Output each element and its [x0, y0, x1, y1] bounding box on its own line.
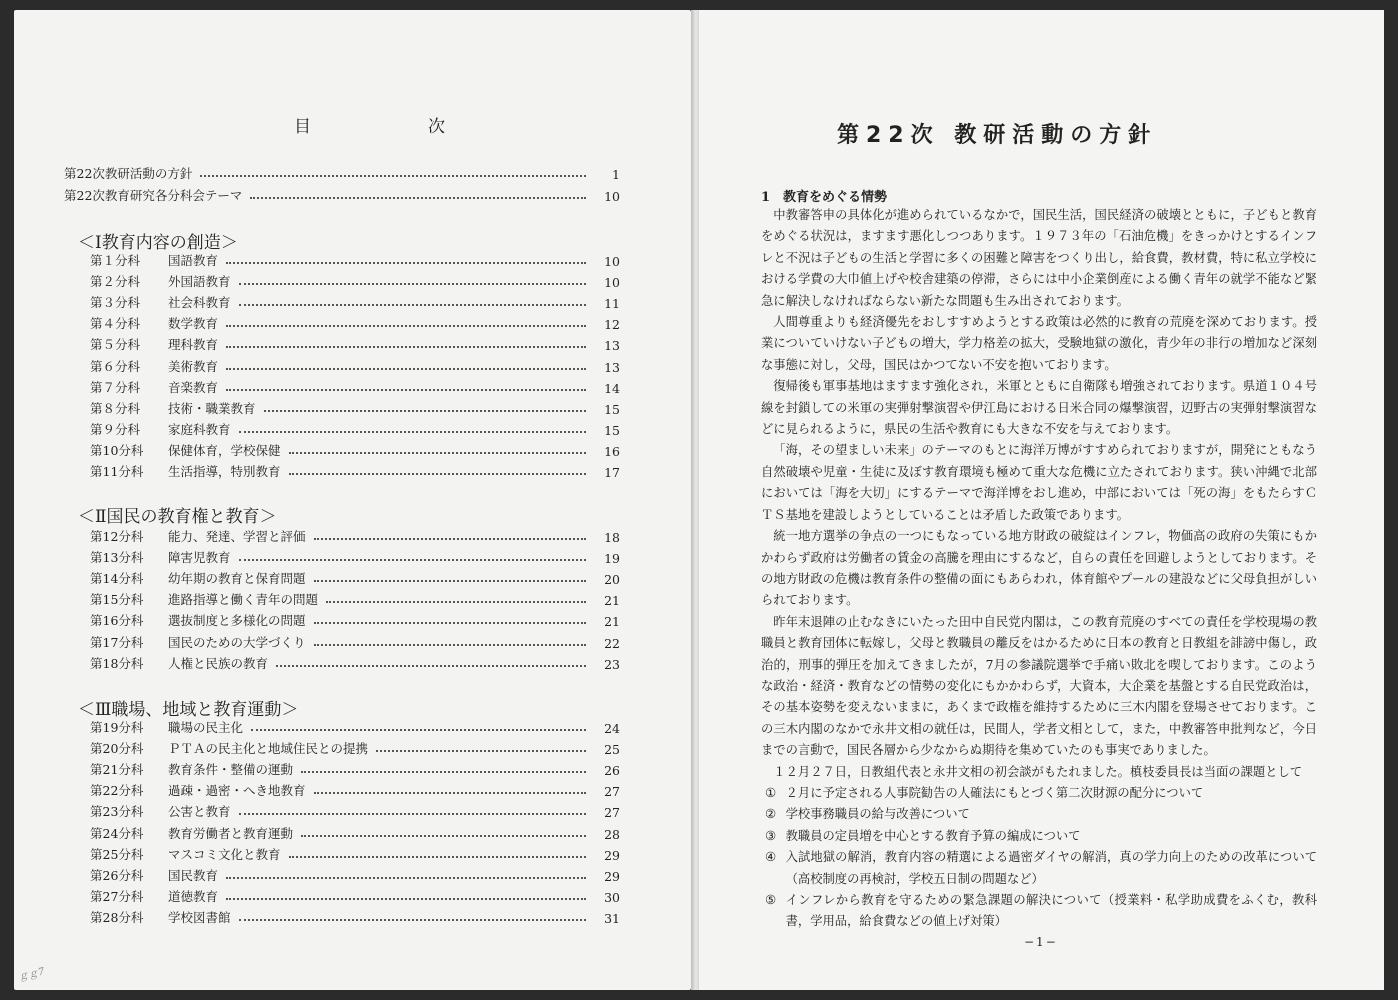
toc-entry-page: 14 [604, 380, 620, 396]
toc-entry-title: 国民のための大学づくり [168, 634, 306, 650]
toc-entry-title: 保健体育，学校保健 [168, 442, 281, 458]
toc-leader-dots [226, 898, 586, 900]
toc-leader-dots [239, 283, 586, 285]
toc-entry [90, 249, 620, 269]
toc-leader-dots [226, 346, 586, 348]
toc-leader-dots [314, 622, 586, 624]
toc-section-heading: ＜Ⅲ職場、地域と教育運動＞ [78, 700, 299, 720]
toc-entry-title: 学校図書館 [168, 909, 231, 925]
toc-entry [90, 525, 620, 545]
toc-entry-page: 24 [604, 721, 620, 736]
toc-entry [64, 162, 620, 182]
toc-leader-dots [376, 750, 586, 752]
toc-entry-number: 第19分科 [90, 720, 144, 735]
pencil-note: ｇｇ7 [17, 966, 46, 983]
toc-entry-title: 障害児教育 [168, 550, 231, 566]
toc-entry-page: 26 [604, 763, 620, 779]
toc-entry-title: 幼年期の教育と保育問題 [168, 571, 306, 587]
toc-leader-dots [226, 368, 586, 370]
toc-leader-dots [239, 431, 586, 433]
toc-entry [90, 439, 620, 459]
body-paragraph: 中教審答申の具体化が進められているなかで，国民生活，国民経済の破壊とともに，子どもと教育をめぐる状況は，ますます悪化しつつあります。１９７３年の「石油危機」をきっかけとするインフレと不況は子どもの生活と学習に多くの困難と障害をつくり出し，給食費，教材費，特に私立学校における学費の大巾値上げや校舎建築の停滞，さらには中小企業倒産による働く青年の就学不能など緊急に解決しなければならない新たな問題も生み出されております。 [761, 208, 1317, 308]
toc-entry-page: 10 [604, 254, 620, 269]
toc-leader-dots [239, 813, 586, 815]
toc-entry-number: 第９分科 [90, 421, 141, 437]
toc-entry-page: 21 [604, 614, 620, 630]
toc-entry-number: 第23分科 [90, 804, 144, 820]
agenda-item-marker: ② [765, 807, 777, 822]
toc-entry [90, 631, 620, 651]
toc-entry-number: 第６分科 [90, 358, 141, 374]
toc-section-heading: ＜Ⅱ国民の教育権と教育＞ [78, 507, 277, 527]
body-paragraph: 昨年末退陣の止むなきにいたった田中自民党内閣は，この教育荒廃のすべての責任を学校現場の教職員と教育団体に転嫁し，父母と教職員の離反をはかるために日本の教育と日教組を誹謗中傷し，政治的，刑事的弾圧を加えてきましたが，7月の参議院選挙で手痛い敗北を喫しております。このような政治・経済・教育などの情勢の変化にもかかわらず，大資本，大企業を基盤とする自民党政治は，その基本姿勢を変えないままに，あくまで政権を維持するために三木内閣を登場させております。この三木内閣のなかで永井文相の就任は，民間人，学者文相として，また，中教審答申批判など，今日までの言動で，国民各層から少なからぬ期待を集めていたのも事実でありました。 [761, 614, 1317, 758]
right-page-article [699, 10, 1384, 990]
toc-entry-title: マスコミ文化と教育 [168, 846, 281, 862]
agenda-item-text: 教職員の定員増を中心とする教育予算の編成について [785, 828, 1081, 843]
toc-entry [90, 546, 620, 566]
toc-entry [90, 737, 620, 757]
toc-entry [90, 822, 620, 842]
toc-entry [90, 758, 620, 778]
toc-entry-page: 16 [604, 443, 620, 459]
agenda-item-marker: ③ [765, 828, 777, 843]
toc-entry-page: 19 [604, 551, 620, 567]
toc-leader-dots [226, 262, 586, 264]
toc-section-heading: ＜Ⅰ教育内容の創造＞ [78, 233, 238, 253]
toc-entry-page: 13 [604, 338, 620, 354]
toc-leader-dots [314, 580, 586, 582]
toc-entry-page: 27 [604, 805, 620, 821]
toc-entry-title: 国民教育 [168, 867, 219, 883]
toc-entry [90, 397, 620, 417]
toc-entry [90, 652, 620, 672]
toc-leader-dots [264, 410, 586, 412]
toc-leader-dots [314, 644, 586, 646]
toc-entry-title: 理科教育 [168, 337, 219, 353]
toc-entry-title: 国語教育 [168, 253, 219, 268]
toc-leader-dots [301, 835, 586, 837]
article-body [761, 205, 1317, 933]
toc-entry-page: 10 [604, 189, 620, 204]
toc-entry-title: 第22次教研活動の方針 [64, 166, 193, 181]
toc-entry-number: 第26分科 [90, 867, 144, 883]
toc-entry-number: 第17分科 [90, 634, 144, 650]
left-page-toc [14, 10, 691, 990]
toc-leader-dots [226, 389, 586, 391]
toc-entry-title: 数学教育 [168, 316, 219, 332]
toc-entry-number: 第３分科 [90, 295, 141, 311]
toc-leader-dots [226, 325, 586, 327]
toc-entry-title: 人権と民族の教育 [168, 655, 269, 671]
toc-entry-page: 10 [604, 275, 620, 291]
toc-entry [90, 291, 620, 311]
toc-entry-title: 公害と教育 [168, 804, 231, 820]
toc-leader-dots [289, 452, 586, 454]
toc-entry [90, 270, 620, 290]
agenda-item-text: インフレから教育を守るための緊急課題の解決について（授業料・私学助成費をふくむ，教科書，学用品，給食費などの値上げ対策） [785, 893, 1317, 929]
toc-leader-dots [326, 601, 586, 603]
toc-entry-title: 第22次教育研究各分科会テーマ [64, 188, 243, 203]
toc-entry-number: 第25分科 [90, 846, 144, 862]
toc-entry-number: 第１分科 [90, 253, 141, 268]
agenda-item-marker: ① [765, 785, 777, 800]
toc-entry-number: 第15分科 [90, 592, 144, 608]
agenda-item [761, 804, 1317, 825]
toc-entry [90, 716, 620, 736]
toc-entry-page: 1 [612, 167, 620, 182]
toc-entry-page: 21 [604, 593, 620, 609]
toc-entry-title: 教育労働者と教育運動 [168, 825, 294, 841]
toc-entry-title: 選抜制度と多様化の問題 [168, 613, 306, 629]
toc-entry [90, 843, 620, 863]
agenda-item-text: ２月に予定される人事院勧告の人確法にもとづく第二次財源の配分について [785, 785, 1204, 800]
body-paragraph: 「海，その望ましい未来」のテーマのもとに海洋万博がすすめられておりますが，開発にともなう自然破壊や児童・生徒に及ぼす教育環境も極めて重大な危機に立たされております。狭い沖縄で北部においては「海を大切」にするテーマで海洋博をおし進め，中部においては「死の海」をもたらすＣＴＳ基地を建設しようとしていることは矛盾した政策であります。 [761, 443, 1317, 522]
toc-entry-number: 第13分科 [90, 550, 144, 566]
toc-entry [90, 779, 620, 799]
toc-entry [90, 588, 620, 608]
agenda-item-text: 入試地獄の解消，教育内容の精選による過密ダイヤの解消，真の学力向上のための改革について（高校制度の再検討，学校五日制の問題など） [785, 850, 1317, 886]
toc-entry-number: 第24分科 [90, 825, 144, 841]
body-paragraph: 復帰後も軍事基地はますます強化され，米軍とともに自衛隊も増強されております。県道１０４号線を封鎖しての米軍の実弾射撃演習や伊江島における日米合同の爆撃演習，辺野古の実弾射撃演習などに見られるように，県民の生活や教育にも大きな不安を与えております。 [761, 379, 1317, 437]
toc-leader-dots [239, 559, 586, 561]
toc-leader-dots [200, 175, 586, 177]
toc-entry-number: 第20分科 [90, 741, 144, 757]
toc-entry-number: 第２分科 [90, 274, 141, 290]
toc-entry-page: 20 [604, 572, 620, 588]
toc-entry-title: 美術教育 [168, 358, 219, 374]
toc-entry-page: 15 [604, 401, 620, 417]
book-spine [691, 10, 699, 990]
toc-entry-title: 教育条件・整備の運動 [168, 762, 294, 778]
toc-entry-number: 第11分科 [90, 464, 144, 479]
toc-entry-number: 第５分科 [90, 337, 141, 353]
section-heading: 1 教育をめぐる情勢 [761, 190, 888, 205]
toc-entry-title: 技術・職業教育 [168, 400, 256, 416]
toc-entry-page: 13 [604, 359, 620, 375]
toc-entry [90, 567, 620, 587]
toc-entry-number: 第16分科 [90, 613, 144, 629]
toc-entry-number: 第12分科 [90, 529, 144, 544]
toc-entry-number: 第14分科 [90, 571, 144, 587]
toc-entry-number: 第22分科 [90, 783, 144, 799]
toc-entry-number: 第27分科 [90, 888, 144, 904]
toc-entry-page: 28 [604, 826, 620, 842]
toc-leader-dots [289, 856, 586, 858]
toc-entry [64, 184, 620, 204]
toc-entry [90, 355, 620, 375]
toc-entry-title: 家庭科教育 [168, 421, 231, 437]
body-paragraph: １２月２７日，日教組代表と永井文相の初会談がもたれました。槙枝委員長は当面の課題として [773, 764, 1303, 779]
toc-entry-title: 進路指導と働く青年の問題 [168, 592, 319, 608]
toc-entry-page: 23 [604, 656, 620, 672]
toc-entry-title: 外国語教育 [168, 274, 231, 290]
toc-entry-page: 15 [604, 422, 620, 438]
page-number: −1− [1024, 935, 1058, 949]
body-paragraph: 統一地方選挙の争点の一つにもなっている地方財政の破綻はインフレ，物価高の政府の失策にもかかわらず政府は労働者の賃金の高騰を理由にするなど，自らの責任を回避しようとしております。その地方財政の危機は教育条件の整備の面にもあらわれ，体育館やプールの建設などに父母負担がしいられております。 [761, 529, 1318, 608]
toc-entry-title: 過疎・過密・へき地教育 [168, 783, 306, 799]
toc-entry-number: 第28分科 [90, 909, 144, 925]
toc-leader-dots [239, 304, 586, 306]
agenda-item [761, 783, 1317, 804]
toc-leader-dots [276, 665, 586, 667]
toc-leader-dots [314, 792, 586, 794]
toc-leader-dots [251, 729, 586, 731]
toc-entry-title: 道徳教育 [168, 888, 219, 904]
toc-entry-number: 第４分科 [90, 316, 141, 332]
toc-entry-title: 社会科教育 [168, 295, 231, 311]
toc-entry-page: 12 [604, 317, 620, 333]
toc-entry-number: 第８分科 [90, 400, 141, 416]
toc-leader-dots [314, 538, 586, 540]
article-title: 第22次 教研活動の方針 [837, 123, 1158, 148]
agenda-item-marker: ④ [765, 850, 777, 865]
toc-entry [90, 800, 620, 820]
toc-entry-title: 生活指導，特別教育 [168, 464, 281, 479]
toc-leader-dots [250, 197, 586, 199]
toc-entry-page: 30 [604, 889, 620, 905]
toc-entry-number: 第18分科 [90, 655, 144, 671]
agenda-item [761, 826, 1317, 847]
toc-entry [90, 312, 620, 332]
toc-entry [90, 885, 620, 905]
toc-entry-page: 29 [604, 847, 620, 863]
toc-entry-number: 第10分科 [90, 442, 144, 458]
toc-title: 目 次 [294, 117, 495, 137]
toc-entry-title: 音楽教育 [168, 379, 219, 395]
toc-leader-dots [239, 919, 586, 921]
body-paragraph: 人間尊重よりも経済優先をおしすすめようとする政策は必然的に教育の荒廃を深めております。授業についていけない子どもの増大，学力格差の拡大，受験地獄の激化，青少年の非行の増加など深刻な事態に対し，父母，国民はかつてない不安を抱いております。 [761, 315, 1317, 372]
toc-entry [90, 333, 620, 353]
toc-entry-page: 11 [604, 296, 620, 312]
toc-leader-dots [301, 771, 586, 773]
toc-entry-title: 職場の民主化 [168, 720, 244, 735]
toc-entry-page: 29 [604, 868, 620, 884]
toc-entry-title: ＰＴＡの民主化と地域住民との提携 [168, 741, 369, 757]
toc-entry-number: 第21分科 [90, 762, 144, 778]
toc-entry-page: 27 [604, 784, 620, 800]
toc-entry [90, 864, 620, 884]
agenda-item-text: 学校事務職員の給与改善について [785, 807, 970, 822]
toc-entry [90, 906, 620, 926]
toc-entry [90, 418, 620, 438]
toc-entry-number: 第７分科 [90, 379, 141, 395]
agenda-item [761, 847, 1317, 890]
toc-entry-page: 31 [604, 910, 620, 926]
toc-entry [90, 609, 620, 629]
toc-entry-page: 25 [604, 742, 620, 758]
toc-leader-dots [289, 473, 586, 475]
toc-leader-dots [226, 877, 586, 879]
toc-entry [90, 376, 620, 396]
toc-entry-page: 17 [604, 465, 620, 480]
agenda-item-marker: ⑤ [765, 893, 777, 907]
toc-entry-page: 22 [604, 635, 620, 651]
agenda-item [761, 890, 1317, 933]
toc-entry-page: 18 [604, 530, 620, 545]
toc-entry [90, 460, 620, 480]
toc-entry-title: 能力、発達、学習と評価 [168, 529, 306, 544]
